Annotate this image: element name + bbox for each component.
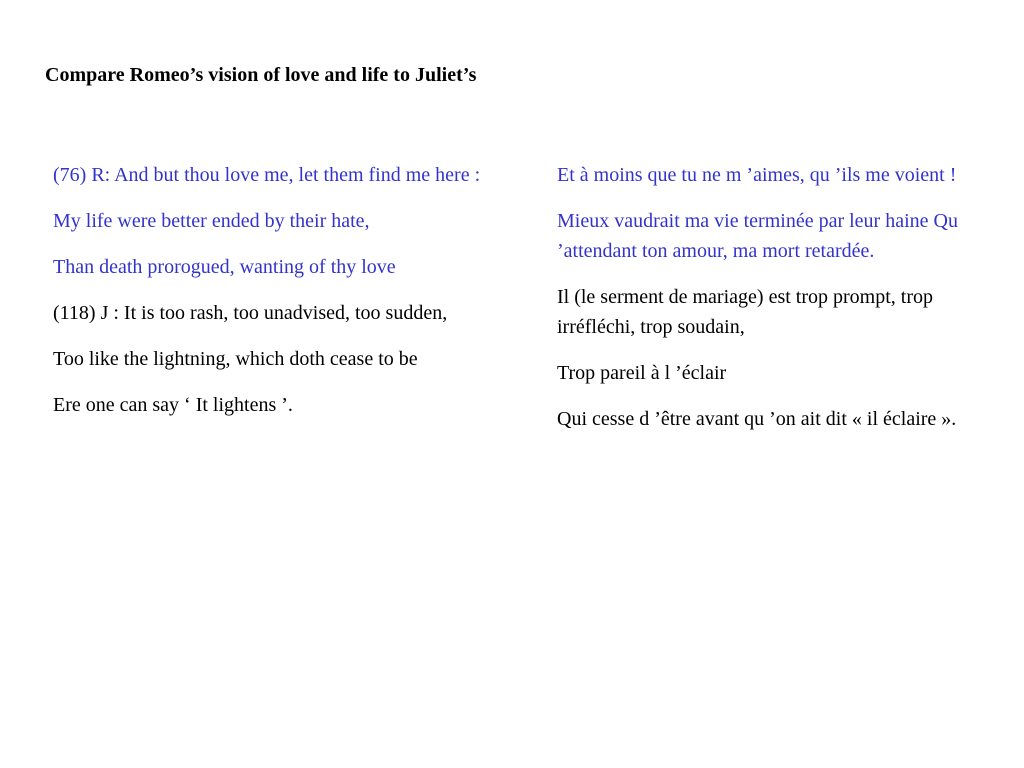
juliet-french-line-3: Qui cesse d ’être avant qu ’on ait dit « il éclaire ». xyxy=(557,408,957,430)
english-text-column xyxy=(53,160,485,436)
romeo-line-3: Than death prorogued, wanting of thy love xyxy=(53,256,396,278)
romeo-french-line-1: Et à moins que tu ne m ’aimes, qu ’ils me voient ! xyxy=(557,164,957,186)
juliet-french-line-2: Trop pareil à l ’éclair xyxy=(557,362,727,384)
french-text-column xyxy=(557,160,997,450)
romeo-line-1: (76) R: And but thou love me, let them find me here : xyxy=(53,164,481,186)
juliet-line-1: (118) J : It is too rash, too unadvised, too sudden, xyxy=(53,302,448,324)
juliet-french-line-1: Il (le serment de mariage) est trop prompt, trop irréfléchi, trop soudain, xyxy=(557,286,933,338)
romeo-french-line-2: Mieux vaudrait ma vie terminée par leur haine Qu ’attendant ton amour, ma mort retardée. xyxy=(557,210,958,262)
slide-title: Compare Romeo’s vision of love and life to Juliet’s xyxy=(45,64,477,86)
juliet-line-3: Ere one can say ‘ It lightens ’. xyxy=(53,394,293,416)
romeo-line-2: My life were better ended by their hate, xyxy=(53,210,370,232)
juliet-line-2: Too like the lightning, which doth cease to be xyxy=(53,348,418,370)
